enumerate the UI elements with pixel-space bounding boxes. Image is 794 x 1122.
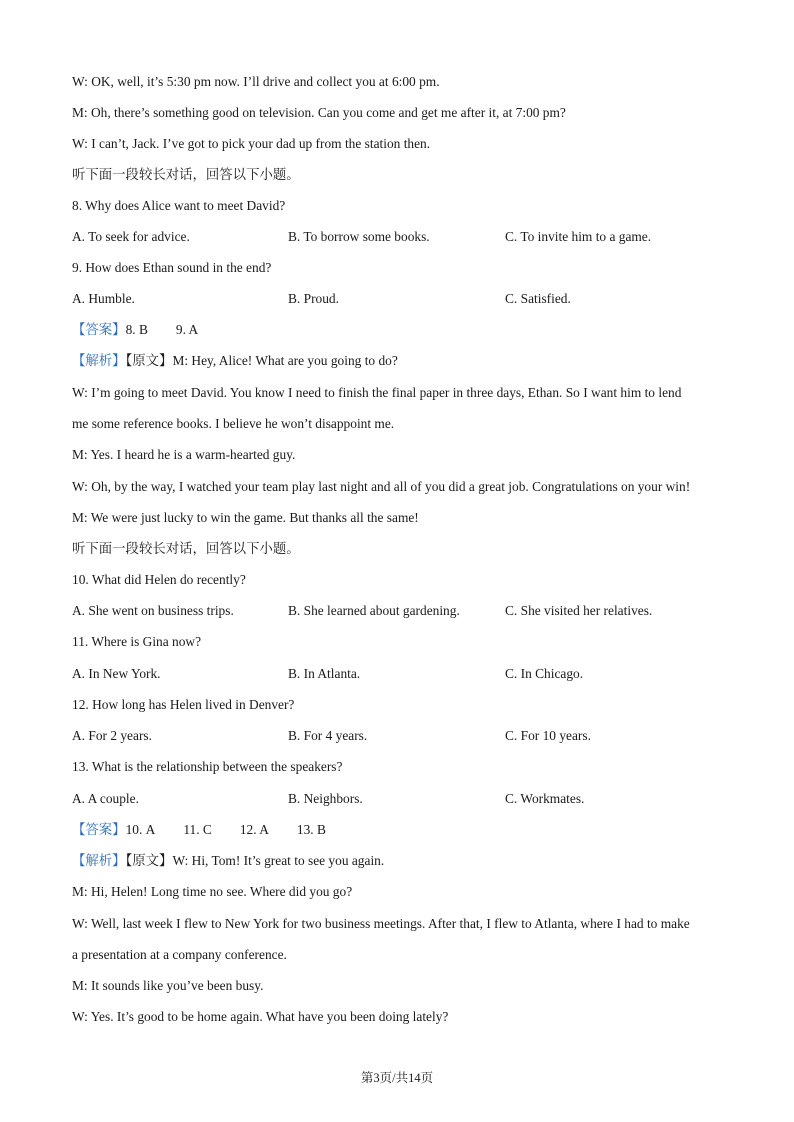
dialogue-line: M: Hi, Helen! Long time no see. Where did you go? xyxy=(72,884,353,899)
original-tag: 【原文】 xyxy=(125,353,173,368)
page-number: 第3页/共14页 xyxy=(360,1071,434,1085)
option-c: C. To invite him to a game. xyxy=(505,229,652,244)
answer-tag: 【答案】 xyxy=(72,322,126,337)
option-a: A. In New York. xyxy=(72,666,161,681)
dialogue-text: M: Hey, Alice! What are you going to do? xyxy=(172,353,398,368)
analysis-tag: 【解析】 xyxy=(72,353,126,368)
option-c: C. For 10 years. xyxy=(505,728,591,743)
dialogue-line: W: I’m going to meet David. You know I need to finish the final paper in three days, Ethan. So I want him to lend xyxy=(72,385,682,400)
question-12: 12. How long has Helen lived in Denver? xyxy=(72,697,295,712)
question-9: 9. How does Ethan sound in the end? xyxy=(72,260,272,275)
option-b: B. In Atlanta. xyxy=(288,666,361,681)
dialogue-line: M: Oh, there’s something good on television. Can you come and get me after it, at 7:00 pm? xyxy=(72,105,566,120)
question-13: 13. What is the relationship between the speakers? xyxy=(72,759,343,774)
answer-item: 10. A xyxy=(125,822,156,837)
answer-item: 12. A xyxy=(239,822,269,837)
dialogue-line: W: Oh, by the way, I watched your team play last night and all of you did a great job. Congratulations on your win! xyxy=(72,479,691,494)
dialogue-line: W: Well, last week I flew to New York for two business meetings. After that, I flew to Atlanta, where I had to make xyxy=(72,916,690,931)
analysis-tag: 【解析】 xyxy=(72,853,126,868)
option-b: B. Proud. xyxy=(288,291,339,306)
option-a: A. For 2 years. xyxy=(72,728,152,743)
question-10: 10. What did Helen do recently? xyxy=(72,572,246,587)
answer-item: 11. C xyxy=(183,822,212,837)
option-a: A. She went on business trips. xyxy=(72,603,234,618)
option-b: B. She learned about gardening. xyxy=(288,603,460,618)
option-a: A. Humble. xyxy=(72,291,135,306)
option-b: B. Neighbors. xyxy=(288,791,363,806)
option-b: B. To borrow some books. xyxy=(288,229,430,244)
option-c: C. Workmates. xyxy=(505,791,585,806)
dialogue-text: W: Hi, Tom! It’s great to see you again. xyxy=(172,853,385,868)
dialogue-line: M: It sounds like you’ve been busy. xyxy=(72,978,264,993)
answer-item: 8. B xyxy=(125,322,148,337)
section-instruction: 听下面一段较长对话，回答以下小题。 xyxy=(72,541,300,556)
section-instruction: 听下面一段较长对话，回答以下小题。 xyxy=(72,167,300,182)
transcript-start xyxy=(72,852,384,870)
question-8: 8. Why does Alice want to meet David? xyxy=(72,198,286,213)
option-a: A. A couple. xyxy=(72,791,139,806)
answer-tag: 【答案】 xyxy=(72,822,126,837)
answer-item: 9. A xyxy=(175,322,199,337)
dialogue-line: M: We were just lucky to win the game. But thanks all the same! xyxy=(72,510,419,525)
answer-item: 13. B xyxy=(296,822,326,837)
option-a: A. To seek for advice. xyxy=(72,229,190,244)
option-c: C. She visited her relatives. xyxy=(505,603,653,618)
dialogue-line: M: Yes. I heard he is a warm-hearted guy. xyxy=(72,447,296,462)
answer-line xyxy=(72,821,326,839)
dialogue-line: a presentation at a company conference. xyxy=(72,947,287,962)
answer-line xyxy=(72,321,198,339)
option-c: C. Satisfied. xyxy=(505,291,571,306)
dialogue-line: W: Yes. It’s good to be home again. What have you been doing lately? xyxy=(72,1009,449,1024)
dialogue-line: me some reference books. I believe he won’t disappoint me. xyxy=(72,416,395,431)
original-tag: 【原文】 xyxy=(125,853,173,868)
transcript-start xyxy=(72,352,398,370)
option-c: C. In Chicago. xyxy=(505,666,584,681)
dialogue-line: W: OK, well, it’s 5:30 pm now. I’ll drive and collect you at 6:00 pm. xyxy=(72,74,440,89)
option-b: B. For 4 years. xyxy=(288,728,368,743)
dialogue-line: W: I can’t, Jack. I’ve got to pick your dad up from the station then. xyxy=(72,136,431,151)
question-11: 11. Where is Gina now? xyxy=(72,634,202,649)
